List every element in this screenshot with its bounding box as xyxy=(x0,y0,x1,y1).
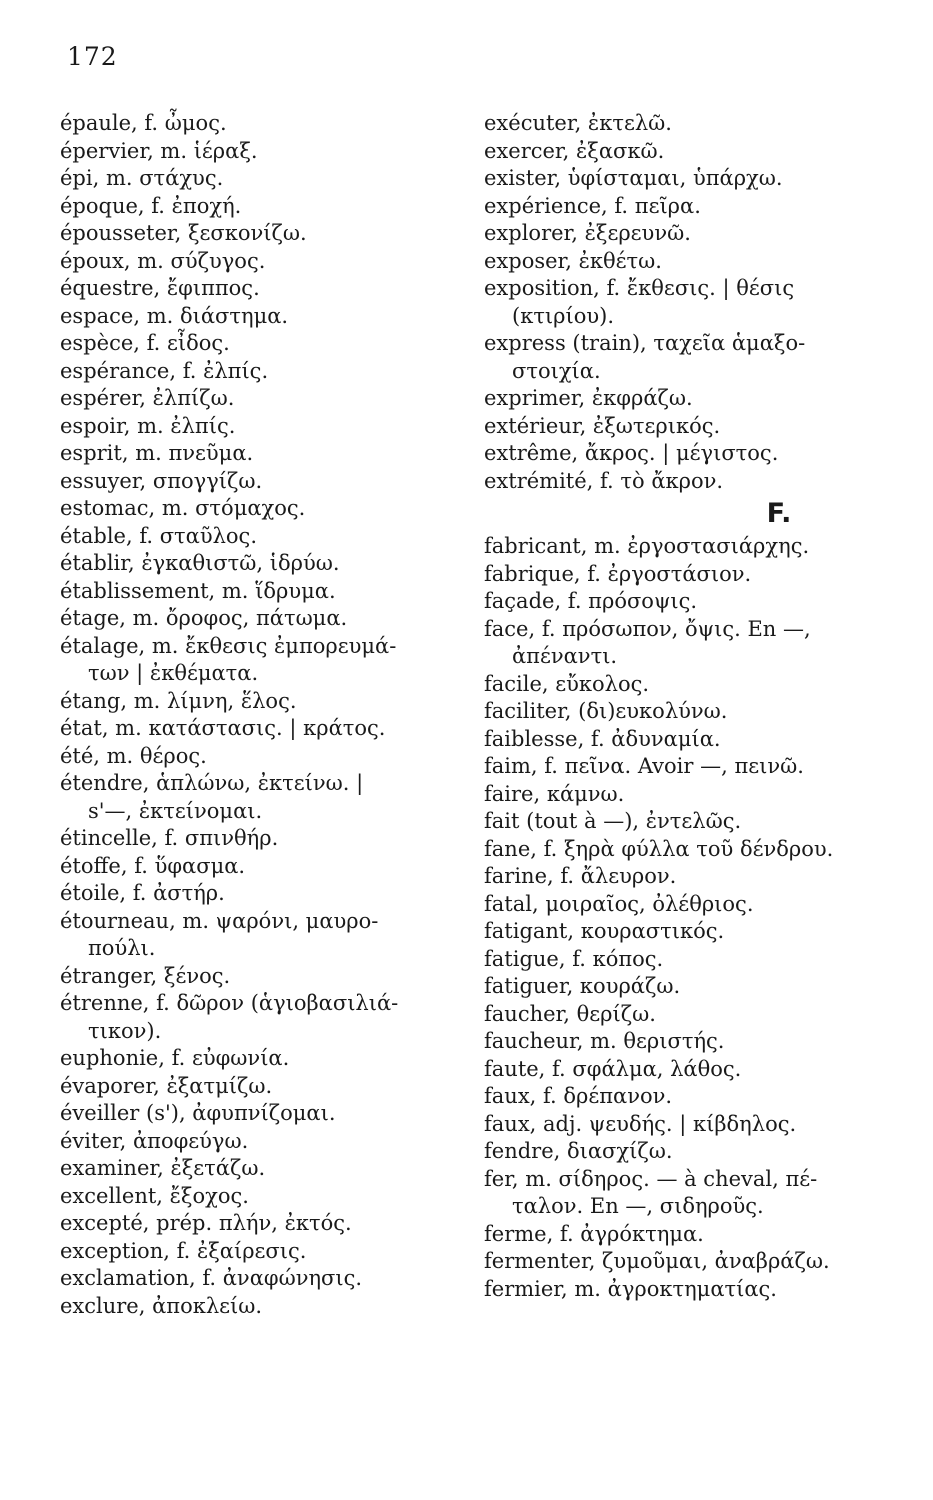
dictionary-entry-continuation: στοιχία. xyxy=(512,358,601,383)
dictionary-entry: exprimer, ἐκφράζω. xyxy=(484,386,693,410)
dictionary-entry: excepté, prép. πλήν, ἐκτός. xyxy=(60,1211,352,1235)
dictionary-entry-continuation: των | ἐκθέματα. xyxy=(88,661,259,685)
dictionary-entry: exception, f. ἐξαίρεσις. xyxy=(60,1238,307,1263)
dictionary-entry: fatiguer, κουράζω. xyxy=(484,974,681,998)
dictionary-entry: étourneau, m. ψαρόνι, μαυρο- xyxy=(60,908,379,933)
dictionary-entry: équestre, ἔφιππος. xyxy=(60,276,260,300)
dictionary-entry: espoir, m. ἐλπίς. xyxy=(60,413,236,438)
section-heading: F. xyxy=(766,498,792,529)
dictionary-entry: éviter, ἀποφεύγω. xyxy=(60,1128,249,1153)
dictionary-entry-continuation: (κτιρίου). xyxy=(512,303,615,328)
dictionary-entry: évaporer, ἐξατμίζω. xyxy=(60,1073,273,1098)
dictionary-entry: étable, f. σταῦλος. xyxy=(60,523,257,548)
dictionary-entry: fane, f. ξηρὰ φύλλα τοῦ δένδρου. xyxy=(484,836,834,861)
dictionary-entry: étalage, m. ἔκθεσις ἐμπορευμά- xyxy=(60,633,397,658)
dictionary-entry: exposer, ἐκθέτω. xyxy=(484,248,662,273)
dictionary-entry: espérance, f. ἐλπίς. xyxy=(60,358,269,383)
dictionary-entry: façade, f. πρόσοψις. xyxy=(484,589,698,613)
dictionary-entry: fatigue, f. κόπος. xyxy=(484,946,664,971)
right-column xyxy=(484,110,924,1303)
dictionary-entry: époux, m. σύζυγος. xyxy=(60,248,266,273)
dictionary-entry: expérience, f. πεῖρα. xyxy=(484,193,701,218)
dictionary-entry: épervier, m. ἱέραξ. xyxy=(60,138,258,163)
dictionary-entry: faim, f. πεῖνα. Avoir —, πεινῶ. xyxy=(484,754,804,778)
dictionary-entry: esprit, m. πνεῦμα. xyxy=(60,441,254,465)
dictionary-entry: faiblesse, f. ἀδυναμία. xyxy=(484,726,721,751)
dictionary-entry: faire, κάμνω. xyxy=(484,781,625,806)
dictionary-entry: exclure, ἀποκλείω. xyxy=(60,1293,263,1318)
dictionary-entry-continuation: τικον). xyxy=(88,1018,162,1043)
dictionary-entry: fendre, διασχίζω. xyxy=(484,1139,673,1163)
dictionary-entry: faucher, θερίζω. xyxy=(484,1001,656,1026)
dictionary-entry: étranger, ξένος. xyxy=(60,963,231,988)
dictionary-entry: faux, f. δρέπανον. xyxy=(484,1084,673,1108)
dictionary-entry: étoffe, f. ὕφασμα. xyxy=(60,853,246,878)
dictionary-entry: ferme, f. ἀγρόκτημα. xyxy=(484,1221,704,1246)
dictionary-entry: étage, m. ὄροφος, πάτωμα. xyxy=(60,606,348,630)
dictionary-entry: été, m. θέρος. xyxy=(60,743,207,768)
dictionary-entry: exclamation, f. ἀναφώνησις. xyxy=(60,1266,363,1290)
dictionary-entry: exposition, f. ἔκθεσις. | θέσις xyxy=(484,276,795,300)
dictionary-entry: étrenne, f. δῶρον (ἁγιοβασιλιά- xyxy=(60,991,399,1015)
left-column xyxy=(60,110,480,1320)
dictionary-entry: faciliter, (δι)ευκολύνω. xyxy=(484,699,728,723)
dictionary-entry: étincelle, f. σπινθήρ. xyxy=(60,826,279,850)
dictionary-entry: fer, m. σίδηρος. — à cheval, πέ- xyxy=(484,1166,818,1191)
dictionary-entry: état, m. κατάστασις. | κράτος. xyxy=(60,716,386,740)
dictionary-entry: exécuter, ἐκτελῶ. xyxy=(484,111,672,135)
dictionary-entry: explorer, ἐξερευνῶ. xyxy=(484,221,691,245)
dictionary-entry: établir, ἐγκαθιστῶ, ἱδρύω. xyxy=(60,551,340,575)
dictionary-entry: extrémité, f. τὸ ἄκρον. xyxy=(484,468,724,493)
dictionary-entry-continuation: πούλι. xyxy=(88,936,156,960)
dictionary-entry: étang, m. λίμνη, ἕλος. xyxy=(60,688,297,713)
dictionary-entry: face, f. πρόσωπον, ὄψις. En —, xyxy=(484,616,811,641)
dictionary-entry: espace, m. διάστημα. xyxy=(60,303,289,328)
dictionary-entry: époque, f. ἐποχή. xyxy=(60,193,242,218)
dictionary-entry: fatigant, κουραστικός. xyxy=(484,919,725,943)
dictionary-entry: fermier, m. ἀγροκτηματίας. xyxy=(484,1276,777,1301)
dictionary-entry: épi, m. στάχυς. xyxy=(60,166,224,190)
dictionary-entry: exercer, ἐξασκῶ. xyxy=(484,138,665,163)
dictionary-entry: fermenter, ζυμοῦμαι, ἀναβράζω. xyxy=(484,1249,830,1273)
dictionary-entry: espérer, ἐλπίζω. xyxy=(60,386,235,410)
dictionary-entry: faucheur, m. θεριστής. xyxy=(484,1029,725,1053)
dictionary-entry: facile, εὔκολος. xyxy=(484,671,650,696)
dictionary-entry: fatal, μοιραῖος, ὀλέθριος. xyxy=(484,891,754,916)
dictionary-entry: essuyer, σπογγίζω. xyxy=(60,468,263,493)
dictionary-entry: extrême, ἄκρος. | μέγιστος. xyxy=(484,441,779,465)
dictionary-entry-continuation: ταλον. En —, σιδηροῦς. xyxy=(512,1194,764,1218)
dictionary-entry: épaule, f. ὦμος. xyxy=(60,111,227,135)
dictionary-entry: euphonie, f. εὐφωνία. xyxy=(60,1046,290,1070)
dictionary-entry: étoile, f. ἀστήρ. xyxy=(60,881,225,905)
dictionary-entry: estomac, m. στόμαχος. xyxy=(60,496,306,520)
dictionary-entry: excellent, ἔξοχος. xyxy=(60,1183,249,1208)
dictionary-entry: extérieur, ἐξωτερικός. xyxy=(484,413,721,438)
dictionary-entry: examiner, ἐξετάζω. xyxy=(60,1156,266,1180)
dictionary-entry: exister, ὑφίσταμαι, ὑπάρχω. xyxy=(484,166,783,190)
dictionary-entry: farine, f. ἄλευρον. xyxy=(484,864,677,888)
dictionary-entry: fabricant, m. ἐργοστασιάρχης. xyxy=(484,534,810,558)
dictionary-entry: étendre, ἁπλώνω, ἐκτείνω. | xyxy=(60,771,364,795)
dictionary-entry-continuation: s'—, ἐκτείνομαι. xyxy=(88,798,263,823)
dictionary-entry: faux, adj. ψευδής. | κίβδηλος. xyxy=(484,1111,797,1136)
dictionary-entry-continuation: ἀπέναντι. xyxy=(512,644,618,668)
page-number: 172 xyxy=(67,42,118,71)
dictionary-entry: faute, f. σφάλμα, λάθος. xyxy=(484,1056,742,1081)
dictionary-entry: établissement, m. ἵδρυμα. xyxy=(60,578,336,603)
dictionary-entry: fait (tout à —), ἐντελῶς. xyxy=(484,809,742,833)
dictionary-entry: espèce, f. εἶδος. xyxy=(60,331,230,355)
dictionary-entry: éveiller (s'), ἀφυπνίζομαι. xyxy=(60,1101,336,1125)
dictionary-entry: express (train), ταχεῖα ἁμαξο- xyxy=(484,331,806,355)
dictionary-entry: fabrique, f. ἐργοστάσιον. xyxy=(484,561,752,586)
dictionary-entry: épousseter, ξεσκονίζω. xyxy=(60,221,307,245)
